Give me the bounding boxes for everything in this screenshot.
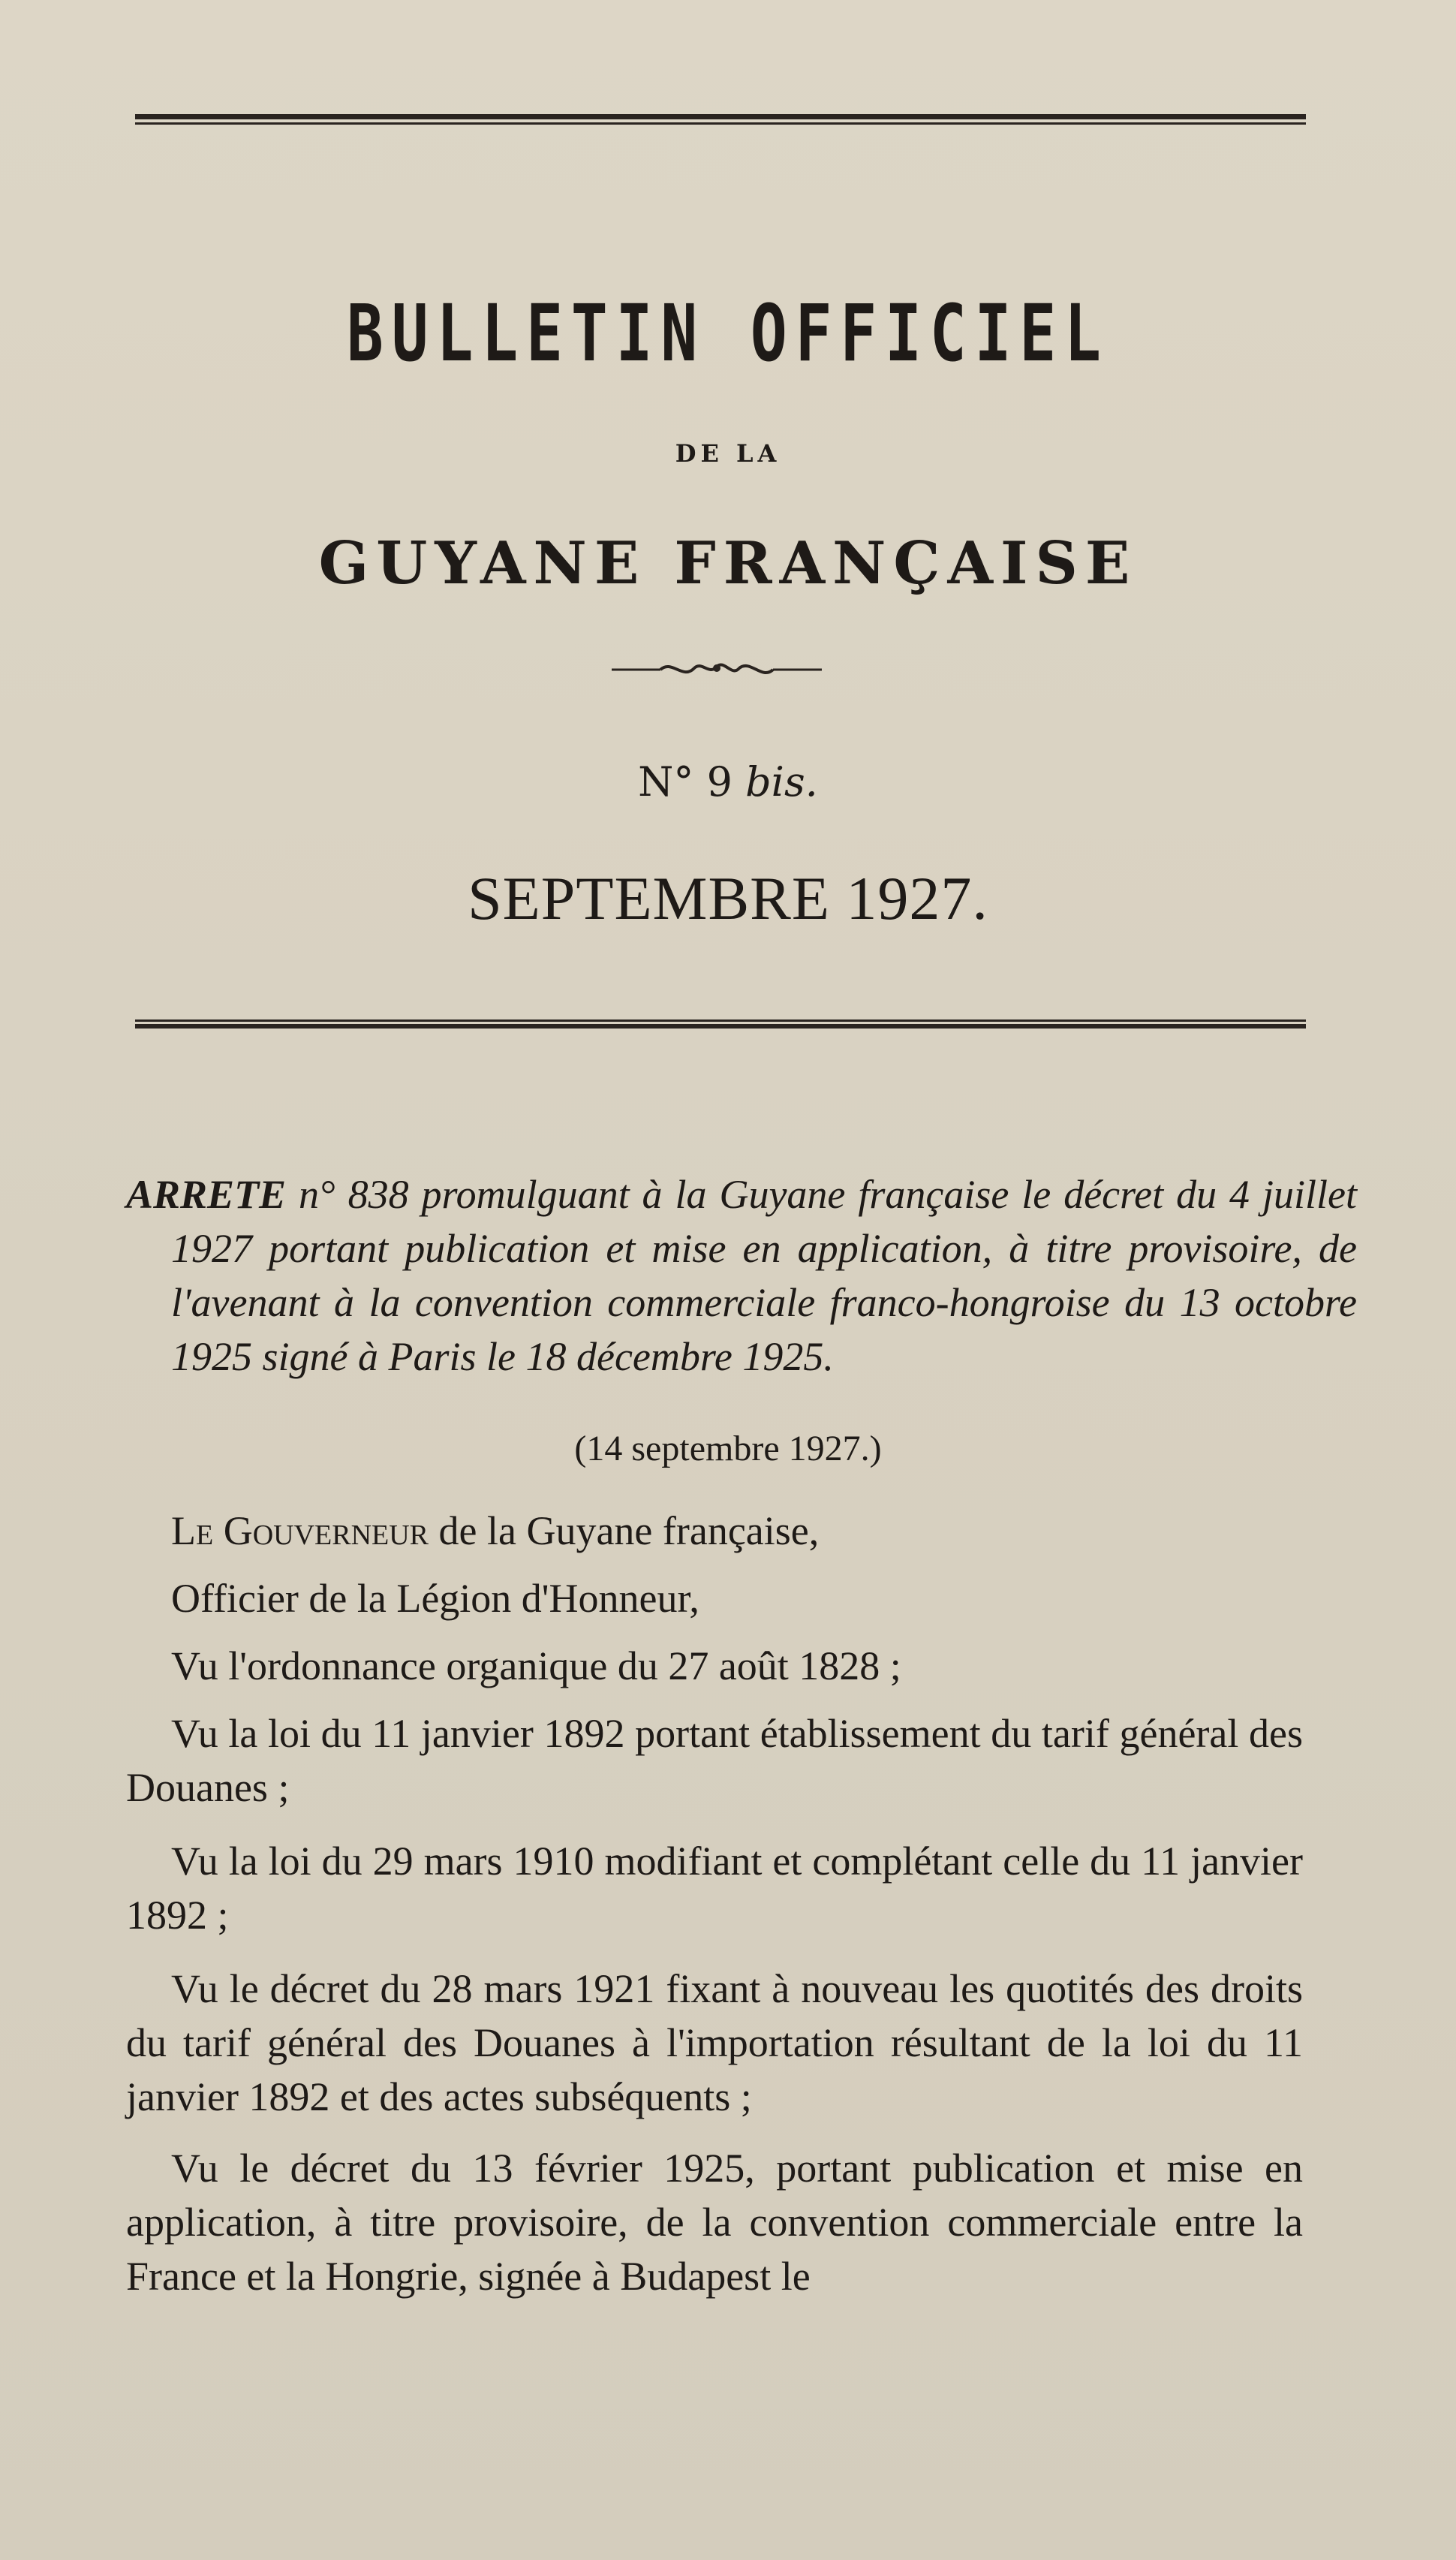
bottom-double-rule: [135, 1018, 1306, 1035]
paragraph-text: Vu la loi du 29 mars 1910 modifiant et complétant celle du 11 janvier 1892 ;: [126, 1839, 1303, 1938]
decree-heading: [126, 1167, 1357, 1384]
governor-label: Le Gouverneur: [171, 1508, 429, 1553]
top-double-rule: [135, 111, 1306, 128]
decree-date: (14 septembre 1927.): [574, 1429, 882, 1468]
body-paragraph: [126, 1639, 1303, 1693]
paragraph-text: Vu l'ordonnance organique du 27 août 1828 ;: [171, 1643, 901, 1688]
body-paragraph: [126, 2141, 1303, 2303]
issue-month: SEPTEMBRE 1927.: [468, 864, 988, 932]
masthead-title: BULLETIN OFFICIEL: [347, 288, 1109, 379]
ornament-flourish-icon: [608, 653, 826, 683]
issue-number: [0, 758, 1456, 806]
paragraph-text: Vu la loi du 11 janvier 1892 portant établissement du tarif général des Douanes ;: [126, 1711, 1303, 1810]
body-paragraph: [126, 1571, 1303, 1625]
body-paragraph: [126, 1962, 1303, 2124]
issue-number-value: N° 9: [638, 758, 733, 806]
paragraph-text: Officier de la Légion d'Honneur,: [171, 1576, 699, 1621]
body-paragraph: [126, 1834, 1303, 1942]
decree-heading-text: n° 838 promulguant à la Guyane française le décret du 4 juillet 1927 portant publication et mise en application, à titre provisoire, de l'avenant à la convention commerciale franco-hongroise du 13 octobre 1925 signé à Paris le 18 décembre 1925.: [171, 1172, 1357, 1379]
issue-number-suffix: bis.: [745, 758, 818, 806]
paragraph-text: Vu le décret du 13 février 1925, portant publication et mise en application, à titre provisoire, de la convention commerciale entre la France et la Hongrie, signée à Budapest le: [126, 2146, 1303, 2299]
body-paragraph: [126, 1706, 1303, 1815]
masthead-subtitle: DE LA: [675, 439, 781, 468]
masthead-territory: GUYANE FRANÇAISE: [318, 529, 1138, 598]
paragraph-text: Vu le décret du 28 mars 1921 fixant à nouveau les quotités des droits du tarif général des Douanes à l'importation résultant de la loi du 11 janvier 1892 et des actes subséquents ;: [126, 1966, 1303, 2119]
governor-rest: de la Guyane française,: [429, 1508, 820, 1553]
body-paragraph: [126, 1504, 1303, 1558]
decree-heading-lead: ARRETE: [126, 1172, 287, 1217]
